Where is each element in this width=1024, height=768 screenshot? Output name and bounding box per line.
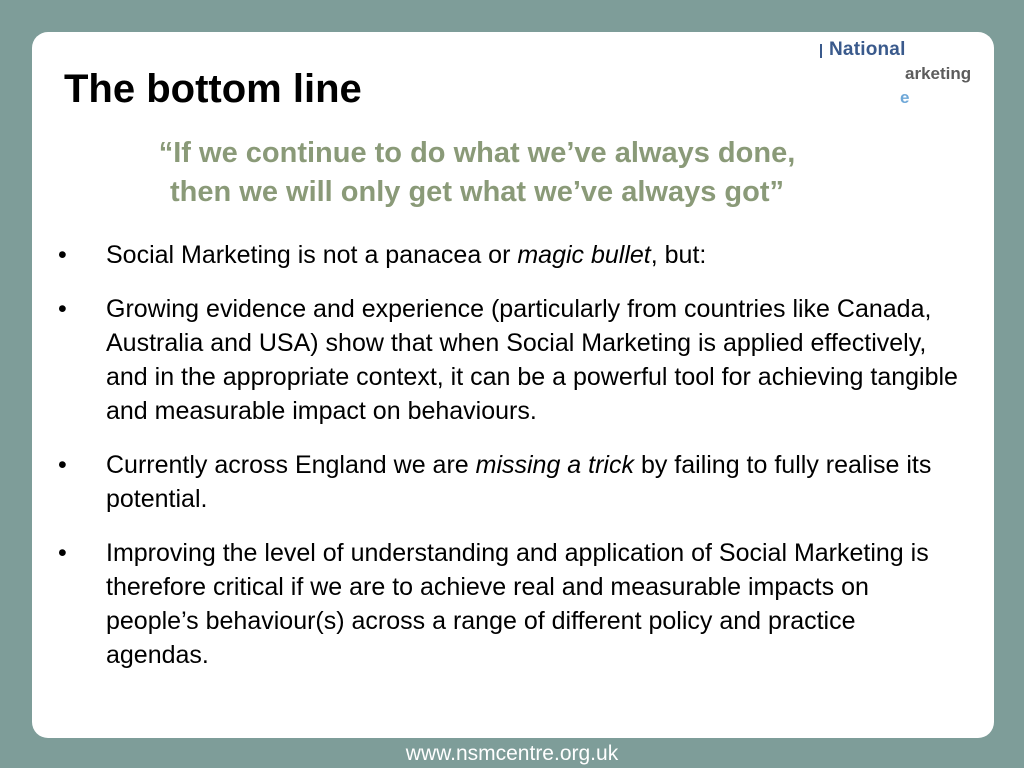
bullet-marker: • (58, 241, 67, 269)
bullet-text: , but: (650, 241, 707, 269)
bullet-text: by failing to fully realise its potential. (106, 451, 932, 513)
quote-line-1: “If we continue to do what we’ve always done, (158, 137, 796, 169)
slide-card (32, 32, 994, 738)
bullet-text: Social Marketing is not a panacea or (106, 241, 518, 269)
bullet-text: Currently across England we are (106, 451, 476, 479)
logo-text-centre: e (900, 88, 910, 107)
nsm-centre-logo (820, 36, 994, 108)
slide-title: The bottom line (64, 67, 362, 111)
bullet-marker: • (58, 295, 67, 323)
logo-bar (820, 44, 822, 58)
quote-line-2: then we will only get what we’ve always got” (170, 176, 784, 208)
slide-quote (92, 134, 862, 212)
bullet-marker: • (58, 539, 67, 567)
bullet-marker: • (58, 451, 67, 479)
bullet-item (58, 292, 958, 428)
bullet-emphasis: magic bullet (517, 241, 651, 269)
logo-text-marketing: arketing (905, 64, 972, 83)
bullet-text: Improving the level of understanding and application of Social Marketing is therefore critical if we are to achieve real and measurable impacts on people’s behaviour(s) across a range of different policy and practice agendas. (106, 539, 929, 669)
footer-url: www.nsmcentre.org.uk (405, 742, 619, 765)
logo-text-national: National (829, 39, 906, 60)
bullet-list (58, 238, 958, 692)
bullet-text: Growing evidence and experience (particularly from countries like Canada, Australia and USA) show that when Social Marketing is applied effectively, and in the appropriate context, it can be a powerful tool for achieving tangible and measurable impact on behaviours. (106, 295, 958, 425)
bullet-item (58, 448, 958, 516)
bullet-item (58, 238, 958, 272)
bullet-item (58, 536, 958, 672)
bullet-emphasis: missing a trick (475, 451, 634, 479)
